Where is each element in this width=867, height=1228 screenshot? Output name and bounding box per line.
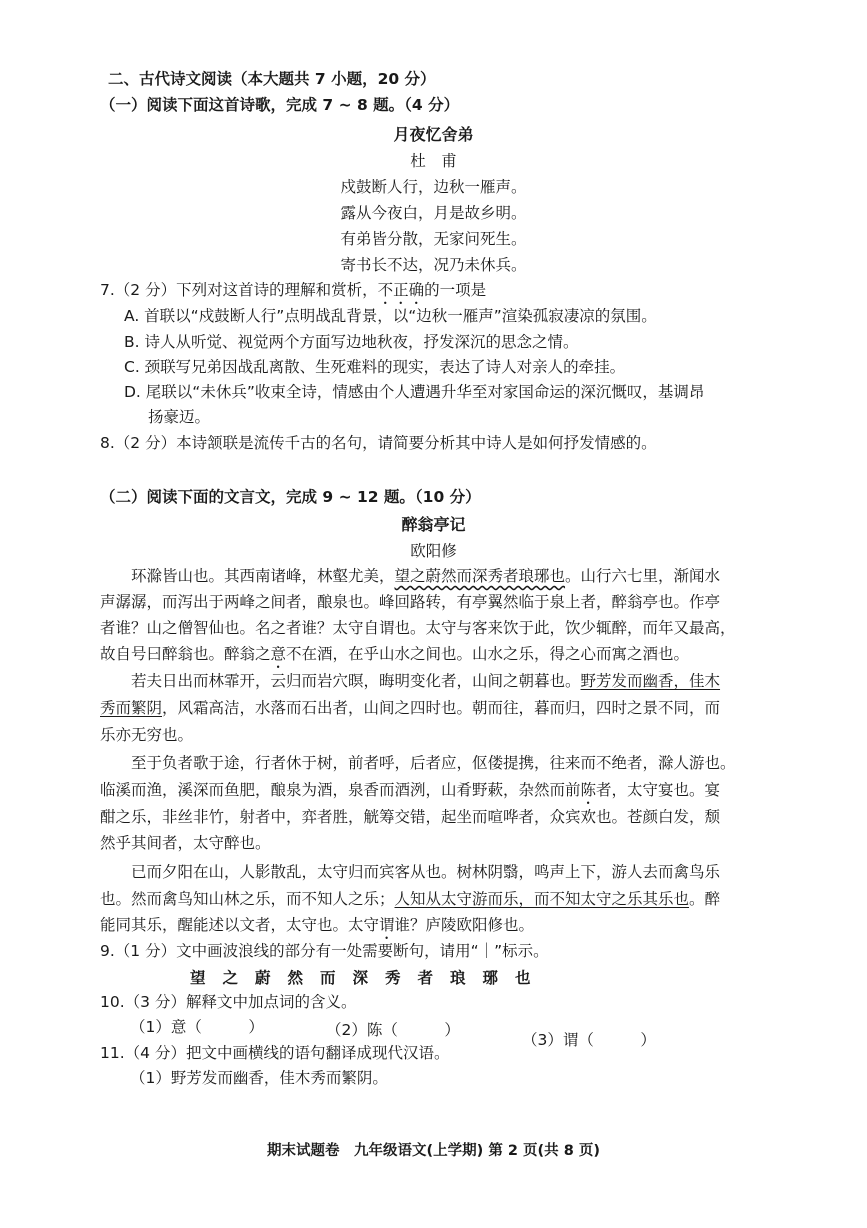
essay-text: 临溪而渔，溪深而鱼肥，酿泉为酒，泉香而酒洌，山肴野蔌，杂然而前 — [100, 781, 581, 799]
essay-p2-line3: 乐亦无穷也。 — [100, 726, 194, 744]
underlined-text: 秀而繁阴 — [100, 699, 163, 717]
essay-text: 能同其乐，醒能述以文者，太守也。太守 — [100, 916, 380, 934]
essay-p4-line2 — [100, 888, 720, 910]
q9-sentence: 望之蔚然而深秀者琅琊也 — [190, 968, 548, 987]
essay-text: 故自号曰醉翁也。醉翁之 — [100, 645, 271, 663]
essay-text: 。山行六七里，渐闻水 — [565, 567, 721, 585]
underlined-text: 人知从太守游而乐，而不知太守之乐其乐也 — [394, 890, 690, 908]
essay-p4-line3 — [100, 914, 534, 943]
essay-text: ，风霜高洁，水落而石出者，山间之四时也。朝而往，暮而归，四时之景不同，而 — [162, 699, 721, 717]
essay-title: 醉翁亭记 — [401, 515, 466, 534]
essay-p3-line2 — [100, 779, 720, 808]
essay-p2-line2 — [100, 697, 720, 719]
essay-text: 。醉 — [689, 890, 721, 908]
essay-text: 若夫日出而林霏开，云归而岩穴暝，晦明变化者，山间之朝暮也。 — [131, 672, 581, 690]
q8-stem: 8.（2 分）本诗颔联是流传千古的名句，请简要分析其中诗人是如何抒发情感的。 — [100, 434, 657, 452]
q7-option-d-cont: 扬豪迈。 — [148, 408, 211, 426]
poem-title: 月夜忆舍弟 — [393, 125, 474, 144]
essay-text: 环滁皆山也。其西南诸峰，林壑尤美， — [131, 567, 395, 585]
essay-text: 也。然而禽鸟知山林之乐，而不知人之乐； — [100, 890, 395, 908]
q10-item3: （3）谓（ ） — [522, 1031, 656, 1049]
poem-author: 杜 甫 — [410, 152, 457, 170]
q7-stem-tail: 的一项是 — [424, 281, 487, 299]
part2-header: （二）阅读下面的文言文，完成 9 ~ 12 题。（10 分） — [100, 488, 481, 506]
essay-p3-line4: 然乎其间者，太守醉也。 — [100, 834, 271, 852]
q7-option-c: C. 颈联写兄弟因战乱离散、生死难料的现实，表达了诗人对亲人的牵挂。 — [124, 358, 626, 376]
q10-item1: （1）意（ ） — [130, 1018, 264, 1036]
poem-line: 戍鼓断人行，边秋一雁声。 — [340, 178, 527, 196]
q11-stem: 11.（4 分）把文中画横线的语句翻译成现代汉语。 — [100, 1044, 450, 1062]
q7-stem-emphasis: 不正确 — [377, 281, 425, 299]
essay-p2-line1 — [131, 670, 720, 692]
q9-stem: 9.（1 分）文中画波浪线的部分有一处需要断句，请用“｜”标示。 — [100, 942, 549, 960]
essay-p1-line2: 声潺潺，而泻出于两峰之间者，酿泉也。峰回路转，有亭翼然临于泉上者，醉翁亭也。作亭 — [100, 593, 721, 611]
q7-option-d: D. 尾联以“未休兵”收束全诗，情感由个人遭遇升华至对家国命运的深沉慨叹，基调昂 — [124, 383, 705, 401]
poem-line: 寄书长不达，况乃未休兵。 — [340, 256, 527, 274]
essay-p1-line3: 者谁？山之僧智仙也。名之者谁？太守自谓也。太守与客来饮于此，饮少辄醉，而年又最高， — [100, 619, 736, 637]
dotted-word-yi: 意 — [270, 645, 287, 663]
poem-line: 有弟皆分散，无家问死生。 — [340, 230, 527, 248]
essay-text: 者，太守宴也。宴 — [596, 781, 721, 799]
q7-option-b: B. 诗人从听觉、视觉两个方面写边地秋夜，抒发深沉的思念之情。 — [124, 333, 579, 351]
essay-p1-line4 — [100, 643, 689, 672]
q10-stem: 10.（3 分）解释文中加点词的含义。 — [100, 993, 357, 1011]
dotted-word-chen: 陈 — [580, 781, 597, 799]
essay-p4-line1: 已而夕阳在山，人影散乱，太守归而宾客从也。树林阴翳，鸣声上下，游人去而禽鸟乐 — [131, 863, 721, 881]
dotted-word-wei: 谓 — [379, 916, 395, 934]
page-footer: 期末试题卷 九年级语文(上学期) 第 2 页(共 8 页) — [267, 1143, 600, 1159]
q11-item1: （1）野芳发而幽香，佳木秀而繁阴。 — [130, 1069, 388, 1087]
section-header: 二、古代诗文阅读（本大题共 7 小题，20 分） — [108, 70, 436, 88]
q7-stem — [100, 279, 486, 308]
essay-text: 不在酒，在乎山水之间也。山水之乐，得之心而寓之酒也。 — [286, 645, 690, 663]
q10-item2: （2）陈（ ） — [326, 1021, 460, 1039]
wavy-underlined-text: 望之蔚然而深秀者琅琊也 — [394, 567, 566, 585]
essay-p3-line1: 至于负者歌于途，行者休于树，前者呼，后者应，伛偻提携，往来而不绝者，滁人游也。 — [131, 754, 736, 772]
q7-option-a: A. 首联以“戍鼓断人行”点明战乱背景，以“边秋一雁声”渲染孤寂凄凉的氛围。 — [124, 307, 657, 325]
part1-header: （一）阅读下面这首诗歌，完成 7 ~ 8 题。（4 分） — [100, 96, 460, 114]
essay-p3-line3: 酣之乐，非丝非竹，射者中，弈者胜，觥筹交错，起坐而喧哗者，众宾欢也。苍颜白发，颓 — [100, 808, 721, 826]
essay-author: 欧阳修 — [410, 542, 457, 560]
essay-text: 谁？庐陵欧阳修也。 — [394, 916, 535, 934]
underlined-text: 野芳发而幽香，佳木 — [580, 672, 721, 690]
q7-stem-text: 7.（2 分）下列对这首诗的理解和赏析， — [100, 281, 378, 299]
essay-p1-line1 — [131, 565, 720, 587]
poem-line: 露从今夜白，月是故乡明。 — [340, 204, 527, 222]
